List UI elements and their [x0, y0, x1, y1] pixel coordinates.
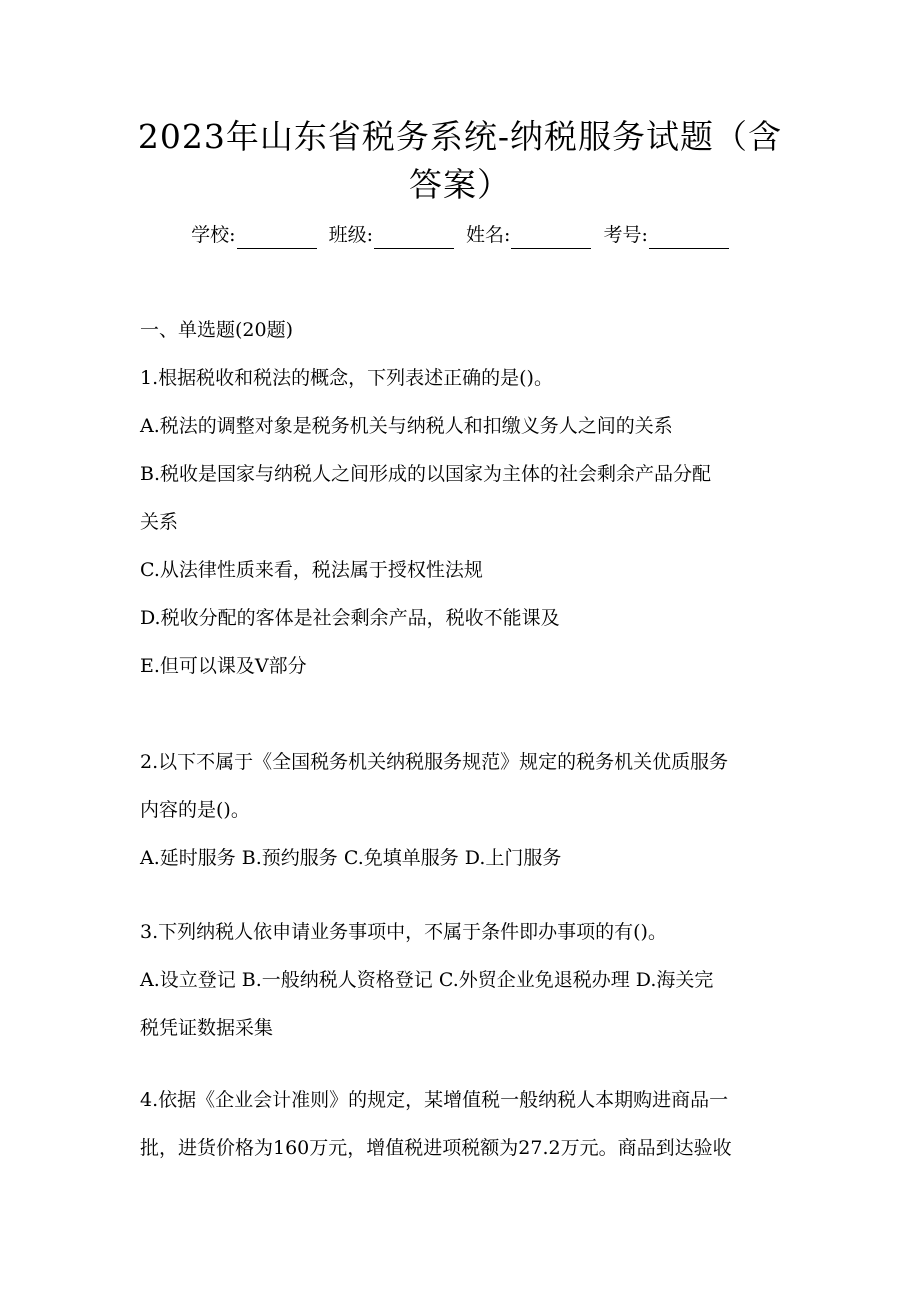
- q1-option-d: D.税收分配的客体是社会剩余产品，税收不能课及: [140, 607, 560, 629]
- q1-option-b-line-2: 关系: [140, 511, 179, 533]
- q1-option-a: A.税法的调整对象是税务机关与纳税人和扣缴义务人之间的关系: [140, 415, 673, 437]
- exam-number-label: 考号:: [603, 224, 648, 246]
- q3-options-line-2: 税凭证数据采集: [140, 1017, 274, 1039]
- name-blank: [511, 228, 591, 249]
- exam-number-blank: [649, 228, 729, 249]
- document-title-line-1: 2023年山东省税务系统-纳税服务试题（含: [137, 117, 783, 156]
- school-blank: [237, 228, 317, 249]
- section-heading: 一、单选题(20题): [140, 319, 294, 341]
- exam-number-field: [603, 224, 728, 246]
- name-label: 姓名:: [466, 224, 511, 246]
- q1-option-e: E.但可以课及V部分: [140, 655, 307, 677]
- q3-stem: 3.下列纳税人依申请业务事项中，不属于条件即办事项的有()。: [140, 921, 667, 943]
- document-title-line-2: 答案）: [409, 165, 511, 204]
- q1-option-b-line-1: B.税收是国家与纳税人之间形成的以国家为主体的社会剩余产品分配: [140, 463, 712, 485]
- school-label: 学校:: [191, 224, 236, 246]
- q2-options: A.延时服务 B.预约服务 C.免填单服务 D.上门服务: [140, 847, 562, 869]
- q4-stem-line-2: 批，进货价格为160万元，增值税进项税额为27.2万元。商品到达验收: [140, 1137, 732, 1159]
- student-info-fields: [0, 221, 920, 249]
- q1-stem: 1.根据税收和税法的概念，下列表述正确的是()。: [140, 367, 553, 389]
- class-field: [329, 224, 454, 246]
- q2-stem-line-1: 2.以下不属于《全国税务机关纳税服务规范》规定的税务机关优质服务: [140, 751, 729, 773]
- name-field: [466, 224, 591, 246]
- school-field: [191, 224, 316, 246]
- q4-stem-line-1: 4.依据《企业会计准则》的规定，某增值税一般纳税人本期购进商品一: [140, 1089, 729, 1111]
- class-blank: [374, 228, 454, 249]
- q2-stem-line-2: 内容的是()。: [140, 799, 250, 821]
- q1-option-c: C.从法律性质来看，税法属于授权性法规: [140, 559, 483, 581]
- class-label: 班级:: [328, 224, 373, 246]
- q3-options-line-1: A.设立登记 B.一般纳税人资格登记 C.外贸企业免退税办理 D.海关完: [140, 969, 714, 991]
